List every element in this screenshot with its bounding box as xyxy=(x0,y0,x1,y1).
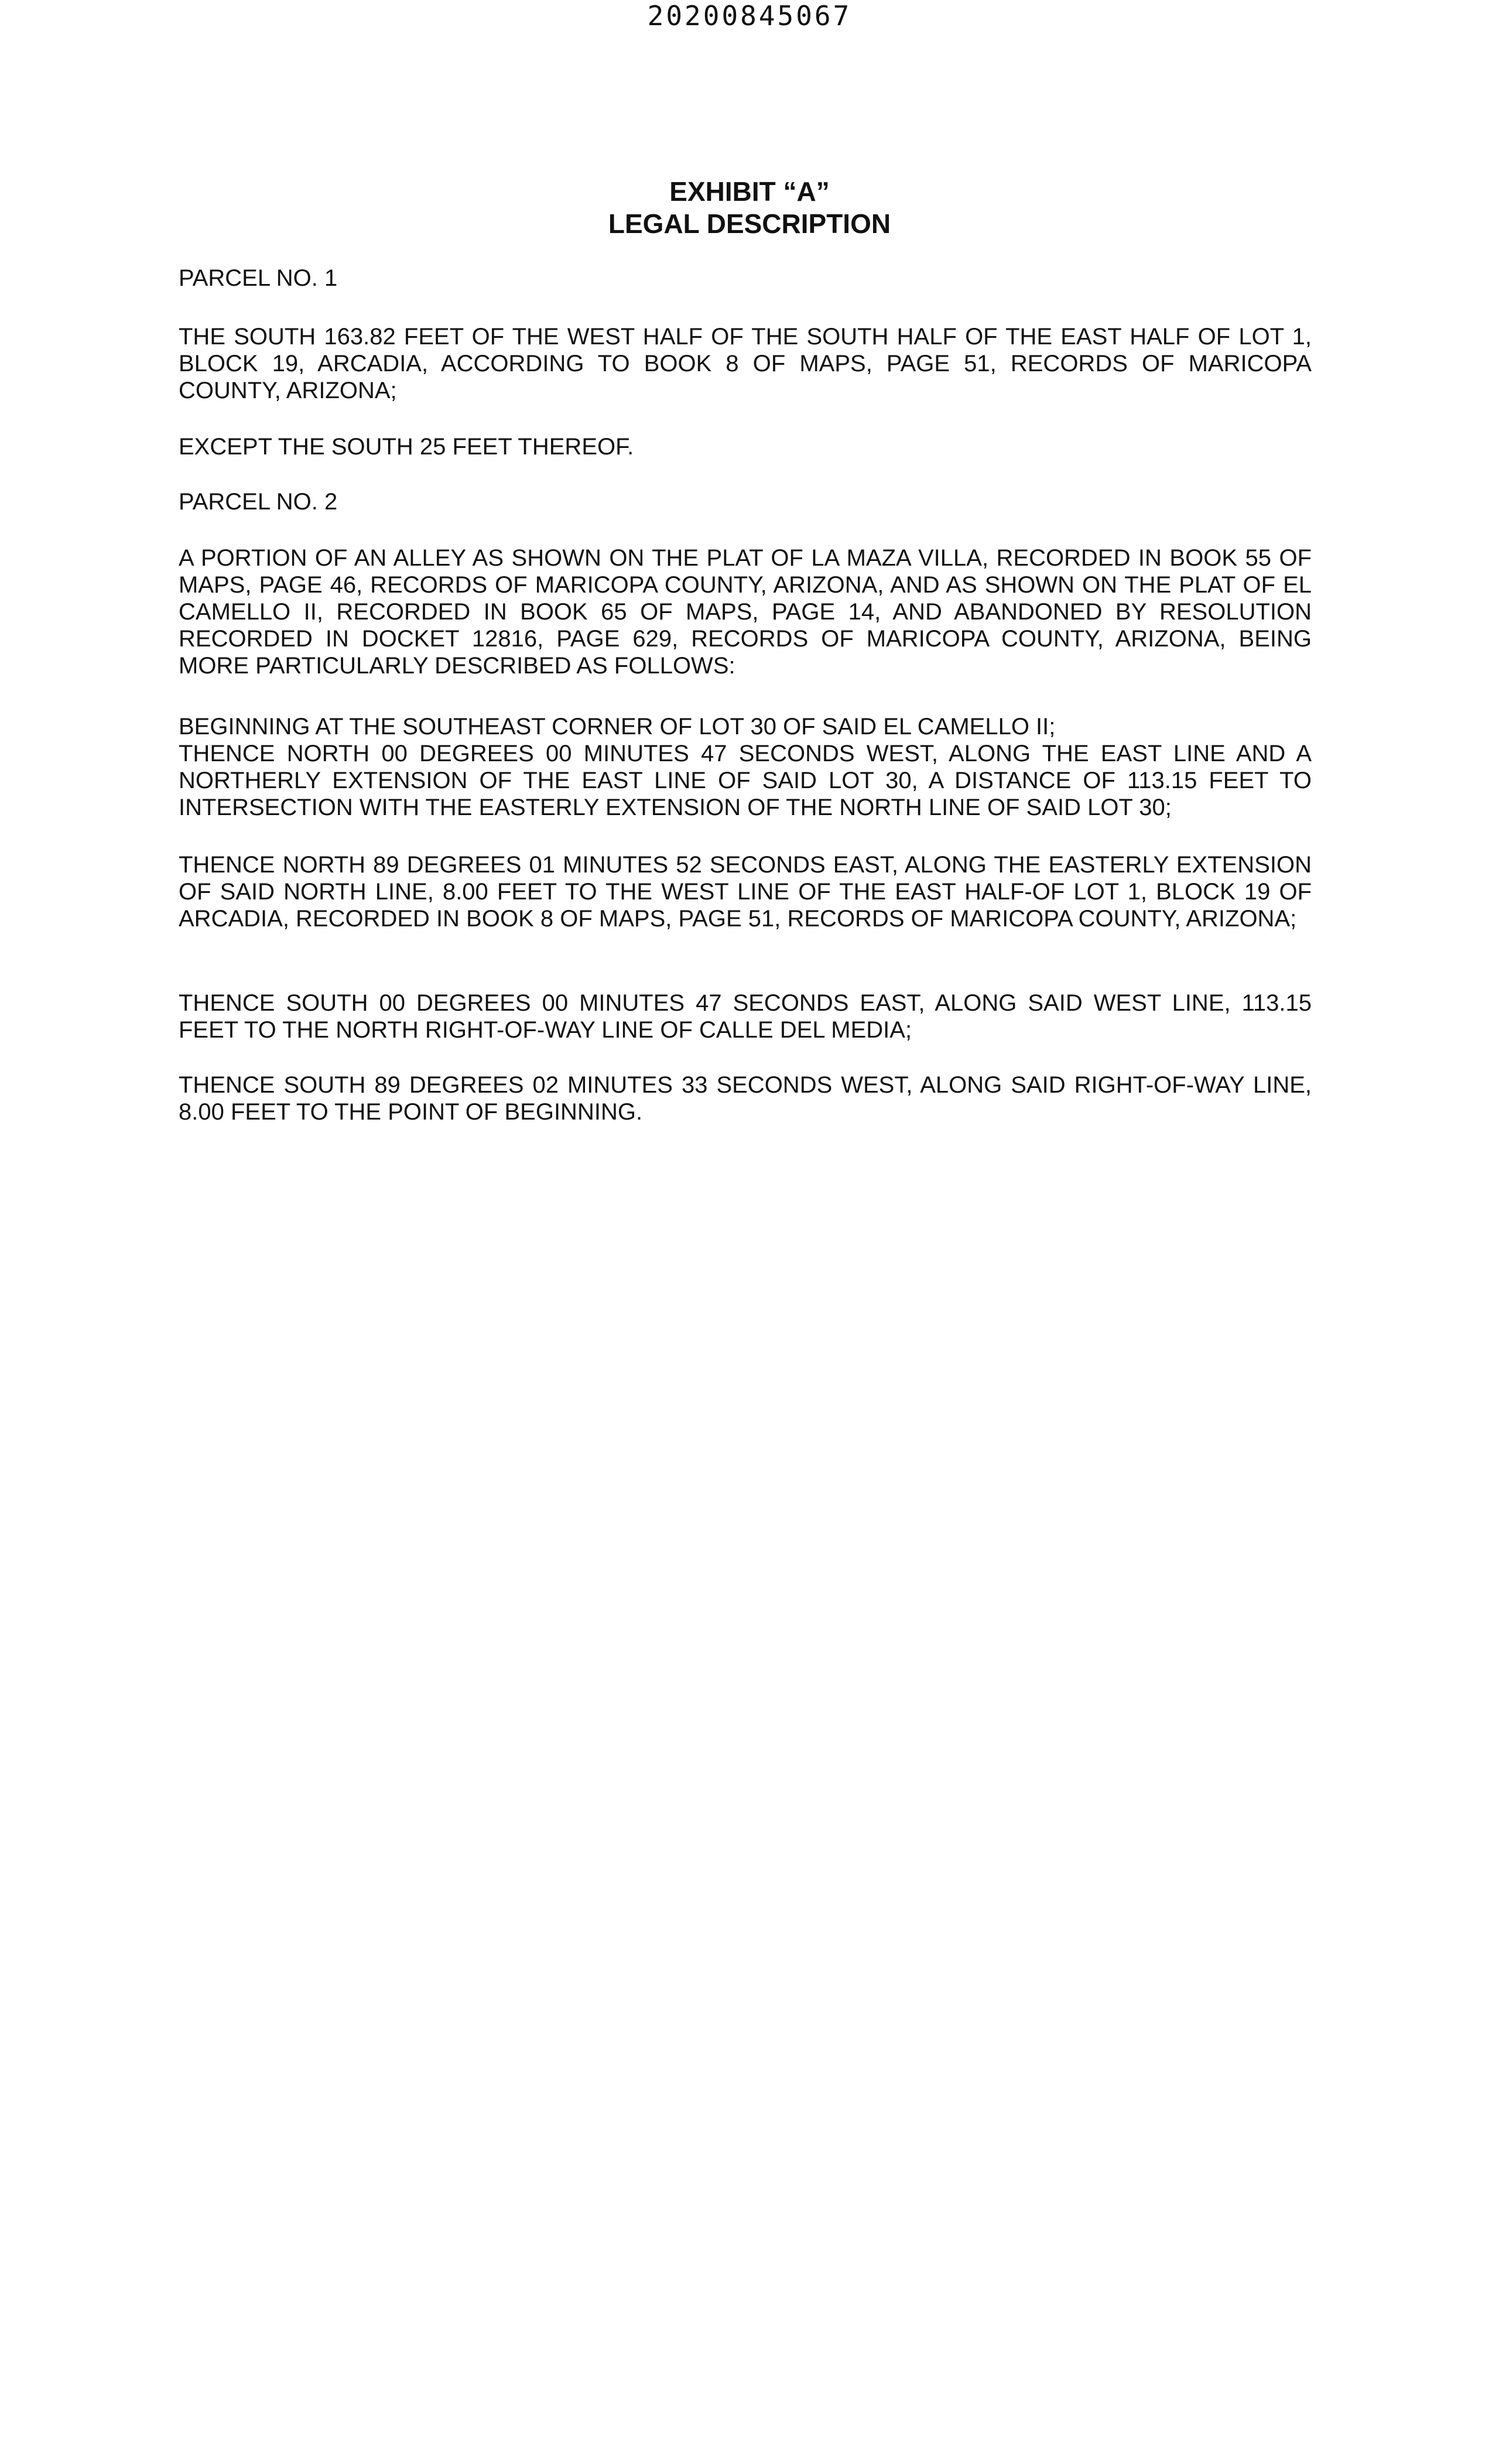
beginning-point-text: BEGINNING AT THE SOUTHEAST CORNER OF LOT 30 OF SAID EL CAMELLO II; xyxy=(179,714,1056,740)
parcel-1-description xyxy=(179,323,1312,404)
parcel-2-course-4 xyxy=(179,1072,1312,1125)
parcel-1-heading: PARCEL NO. 1 xyxy=(179,265,338,291)
document-title xyxy=(0,176,1499,240)
course-4-text: THENCE SOUTH 89 DEGREES 02 MINUTES 33 SECONDS WEST, ALONG SAID RIGHT-OF-WAY LINE, 8.00 FEET TO THE POINT OF BEGINNING. xyxy=(179,1072,1312,1125)
course-2-text: THENCE NORTH 89 DEGREES 01 MINUTES 52 SECONDS EAST, ALONG THE EASTERLY EXTENSION OF SAID NORTH LINE, 8.00 FEET TO THE WEST LINE OF THE EAST HALF-OF LOT 1, BLOCK 19 OF ARCADIA, RECORDED IN BOOK 8 OF MAPS, PAGE 51, RECORDS OF MARICOPA COUNTY, ARIZONA; xyxy=(179,852,1312,932)
exhibit-title: EXHIBIT “A” xyxy=(669,176,830,207)
parcel-2-course-2 xyxy=(179,851,1312,932)
parcel-1-exception-text: EXCEPT THE SOUTH 25 FEET THEREOF. xyxy=(179,434,634,460)
parcel-1-exception xyxy=(179,433,1312,460)
recording-number: 20200845067 xyxy=(647,0,852,32)
parcel-2-paragraph: A PORTION OF AN ALLEY AS SHOWN ON THE PLAT OF LA MAZA VILLA, RECORDED IN BOOK 55 OF MAPS, PAGE 46, RECORDS OF MARICOPA COUNTY, ARIZONA, AND AS SHOWN ON THE PLAT OF EL CAMELLO II, RECORDED IN BOOK 65 OF MAPS, PAGE 14, AND ABANDONED BY RESOLUTION RECORDED IN DOCKET 12816, PAGE 629, RECORDS OF MARICOPA COUNTY, ARIZONA, BEING MORE PARTICULARLY DESCRIBED AS FOLLOWS: xyxy=(179,545,1312,679)
parcel-2-beginning xyxy=(179,713,1312,821)
parcel-2-course-3 xyxy=(179,990,1312,1043)
legal-description-title: LEGAL DESCRIPTION xyxy=(608,208,891,239)
parcel-2-description xyxy=(179,545,1312,679)
parcel-2-heading: PARCEL NO. 2 xyxy=(179,489,338,515)
course-1-text: THENCE NORTH 00 DEGREES 00 MINUTES 47 SECONDS WEST, ALONG THE EAST LINE AND A NORTHERLY EXTENSION OF THE EAST LINE OF SAID LOT 30, A DISTANCE OF 113.15 FEET TO INTERSECTION WITH THE EASTERLY EXTENSION OF THE NORTH LINE OF SAID LOT 30; xyxy=(179,741,1312,820)
parcel-1-paragraph: THE SOUTH 163.82 FEET OF THE WEST HALF OF THE SOUTH HALF OF THE EAST HALF OF LOT 1, BLOCK 19, ARCADIA, ACCORDING TO BOOK 8 OF MAPS, PAGE 51, RECORDS OF MARICOPA COUNTY, ARIZONA; xyxy=(179,324,1312,403)
course-3-text: THENCE SOUTH 00 DEGREES 00 MINUTES 47 SECONDS EAST, ALONG SAID WEST LINE, 113.15 FEET TO THE NORTH RIGHT-OF-WAY LINE OF CALLE DEL MEDIA; xyxy=(179,990,1312,1043)
